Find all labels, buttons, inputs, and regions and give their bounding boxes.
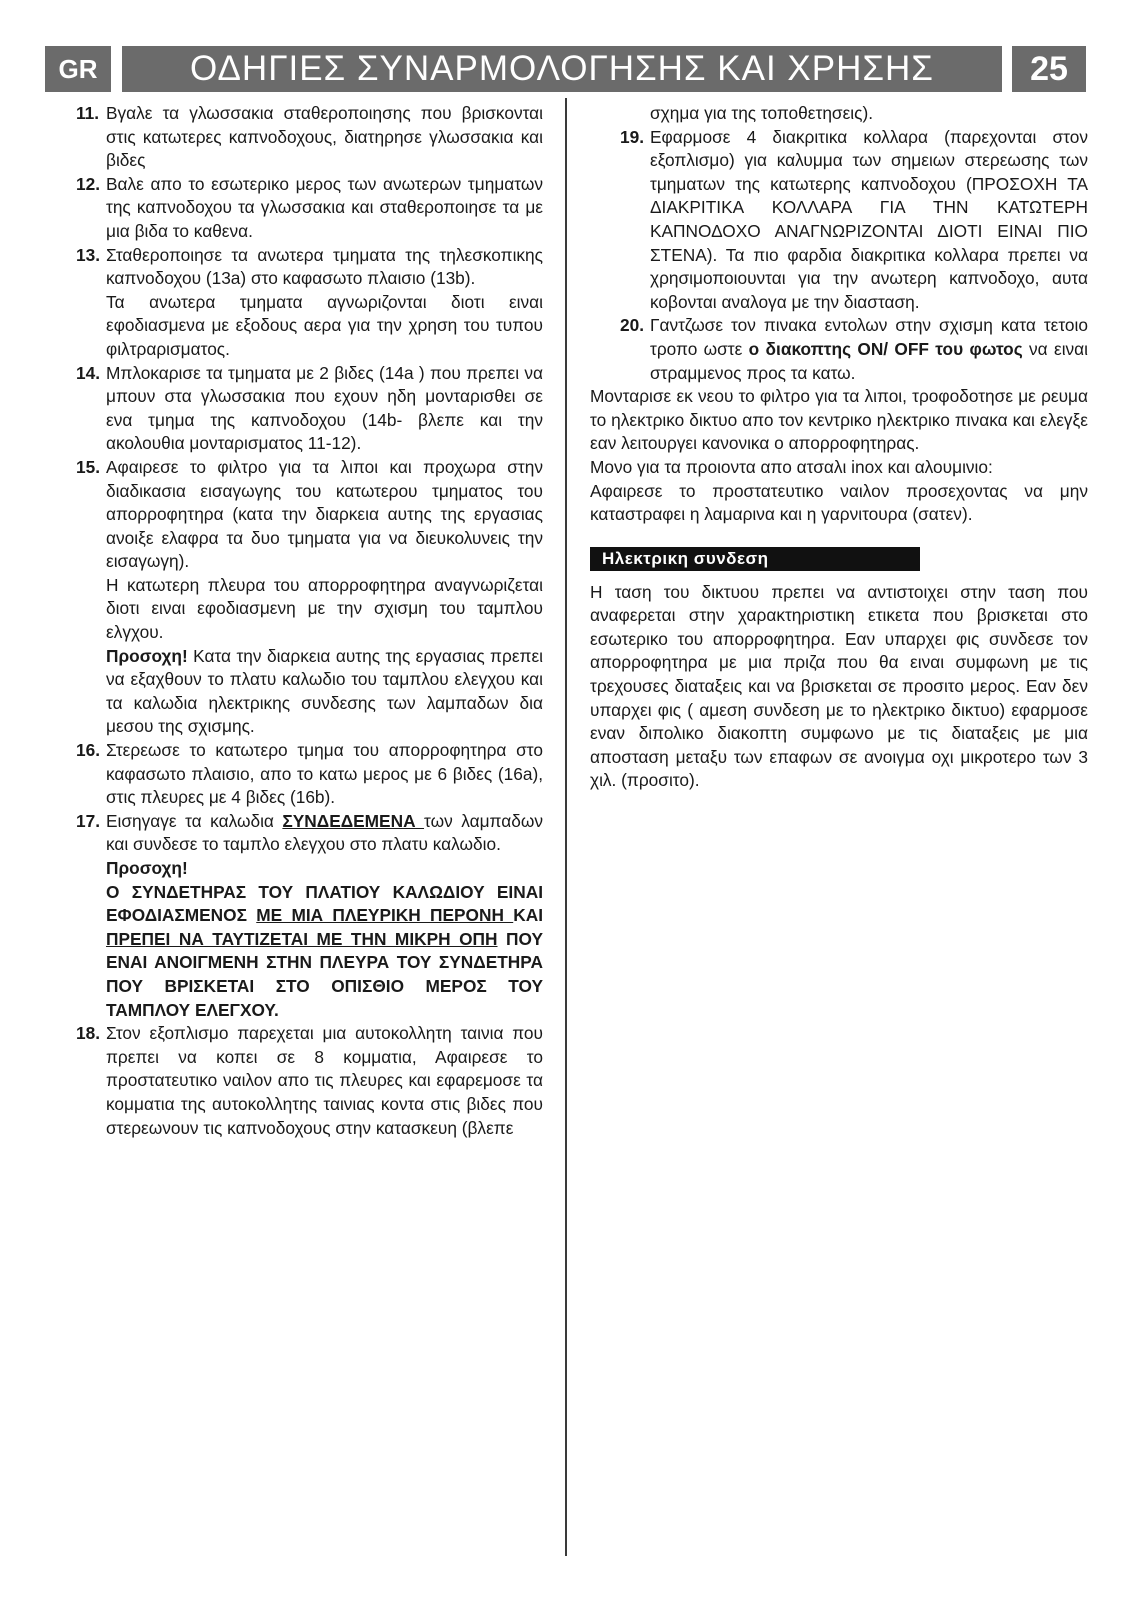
step-text: Βαλε απο το εσωτερικο μερος των ανωτερων τμηματων της καπνοδοχου τα γλωσσακια και σταθεροποιησε τα με μια βιδα το καθενα. xyxy=(106,173,543,241)
text-part: να ειναι στραμμενος προς τα κατω. xyxy=(650,338,1089,383)
paragraph-refit-filter: Μονταρισε εκ νεου το φιλτρο για τα λιποι, τροφοδοτησε με ρευμα το ηλεκτρικο δικτυο απο τον κεντρικο ηλεκτρικο πινακα και ελεγξε εαν λειτουργει κανονικα ο απορροφητηρας. xyxy=(590,386,1088,454)
step-note: Τα ανωτερα τμηματα αγνωριζονται διοτι ειναι εφοδιασμενα με εξοδους αερα για την χρηση του τυπου φιλτραρισματος. xyxy=(106,291,543,359)
paragraph-inox-note: Μονο για τα προιοντα απο ατσαλι inox και αλουμινιο: xyxy=(590,456,993,477)
emphasis-text: ΜΕ ΜΙΑ ΠΛΕΥΡΙΚΗ ΠΕΡΟΝΗ xyxy=(256,905,514,926)
step-text: Στερεωσε το κατωτερο τμημα του απορροφητηρα στο καφασωτο πλαισιο, απο το κατω μερος με 6 βιδες (16a), στις πλευρες με 4 βιδες (16b). xyxy=(106,740,543,808)
step-text xyxy=(650,314,1088,385)
step-18-continued: σχημα για της τοποθετησεις). xyxy=(650,103,874,123)
step-14 xyxy=(76,362,543,456)
warning-note xyxy=(106,645,543,739)
step-12 xyxy=(76,173,543,244)
language-badge: GR xyxy=(45,46,111,92)
paragraph-electrical-connection: Η ταση του δικτυου πρεπει να αντιστοιχει στην ταση που αναφερεται στην χαρακτηριστικη ετικετα που βρισκεται στο εσωτερικο του απορροφητηρα. Εαν υπαρχει φις συνδεσε τον απορροφητηρα με μια πριζα που θα ειναι συμφωνη με τις τρεχουσες διαταξεις και να βρισκεται σε προσιτο μερος. Εαν δεν υπαρχει φις ( αμεση συνδεση με το ηλεκτρικο δικτυο) εφαρμοσε εναν διπολικο διακοπτη συμφωνο με τις διαταξεις με μια αποσταση μεταξυ των επαφων σε ανοιγμα οχι μικροτερο των 3 χιλ. (προσιτο). xyxy=(590,581,1088,791)
warning-label: Προσοχη! xyxy=(106,858,188,878)
step-18 xyxy=(76,1022,543,1140)
page-header xyxy=(45,46,1086,92)
step-number: 20. xyxy=(620,315,645,336)
warning-text: Κατα την διαρκεια αυτης της εργασιας πρεπει να εξαχθουν το πλατυ καλωδιο του ταμπλου ελεγχου και τα καλωδια ηλεκτρικης συνδεσης των λαμπαδων δια μεσου της σχισμης. xyxy=(106,645,543,737)
step-number: 13. xyxy=(76,244,101,265)
emphasis-text: ΣΥΝΔΕΔΕΜΕΝΑ xyxy=(282,810,425,831)
step-text: Εφαρμοσε 4 διακριτικα κολλαρα (παρεχονται στον εξοπλισμο) για καλυμμα των σημειων στερεωσης των τμηματων της κατωτερης καπνοδοχου (ΠΡΟΣΟΧΗ ΤΑ ΔΙΑΚΡΙΤΙΚΑ ΚΟΛΛΑΡΑ ΓΙΑ ΤΗΝ ΚΑΤΩΤΕΡΗ ΚΑΠΝΟΔΟΧΟ ΑΝΑΓΝΩΡΙΖΟΝΤΑΙ ΔΙΟΤΙ ΕΙΝΑΙ ΠΙΟ ΣΤΕΝΑ). Τα πιο φαρδια διακριτικα κολλαρα πρεπει να χρησιμοποιουνται για την ανωτερη καπνοδοχο, αυτα κοβονται αναλογα με την διασταση. xyxy=(650,126,1088,312)
step-number: 11. xyxy=(76,103,100,123)
step-13 xyxy=(76,244,543,362)
step-text: Αφαιρεσε το φιλτρο για τα λιποι και προχωρα στην διαδικασια εισαγωγης του κατωτερου τμηματος του απορροφητηρα (κατα την διαρκεια αυτης της εργασιας ανοιξε ελαφρα τα δυο τμηματα για να διευκολυνεις την εισαγωγη). xyxy=(106,456,543,572)
step-number: 16. xyxy=(76,740,101,761)
right-column xyxy=(590,102,1089,793)
text-part: των λαμπαδων και συνδεσε το ταμπλο ελεγχου στο πλατυ καλωδιο. xyxy=(106,810,543,855)
step-text: Βγαλε τα γλωσσακια σταθεροποιησης που βρισκονται στις κατωτερες καπνοδοχους, διατηρησε γλωσσακια και βιδες xyxy=(106,103,543,171)
step-number: 15. xyxy=(76,456,101,477)
left-column xyxy=(76,102,543,1140)
step-number: 19. xyxy=(620,126,645,147)
paragraph-remove-nylon: Αφαιρεσε το προστατευτικο ναιλον προσεχοντας να μην καταστραφει η λαμαρινα και η γαρνιτουρα (σατεν). xyxy=(590,480,1088,525)
step-19 xyxy=(620,126,1088,315)
step-text xyxy=(106,810,543,857)
text-part: ΠΟΥ ΕΝΑΙ ΑΝΟΙΓΜΕΝΗ ΣΤΗΝ ΠΛΕΥΡΑ ΤΟΥ ΣΥΝΔΕΤΗΡΑ ΠΟΥ ΒΡΙΣΚΕΤΑΙ ΣΤΟ ΟΠΙΣΘΙΟ ΜΕΡΟΣ ΤΟΥ ΤΑΜΠΛΟΥ ΕΛΕΓΧΟΥ. xyxy=(106,928,543,1020)
step-number: 17. xyxy=(76,810,101,831)
step-number: 12. xyxy=(76,173,101,194)
step-text: Μπλοκαρισε τα τμηματα με 2 βιδες (14a ) που πρεπει να μπουν στα γλωσσακια που εχουν ηδη μονταρισθει σε ενα τμημα της καπνοδοχου (14b- βλεπε και την ακολουθια μονταρισματος 11-12). xyxy=(106,362,543,454)
emphasis-text: ΠΡΕΠΕΙ ΝΑ ΤΑΥΤΙΖΕΤΑΙ ΜΕ ΤΗΝ ΜΙΚΡΗ ΟΠΗ xyxy=(106,928,498,949)
text-part: Ο ΣΥΝΔΕΤΗΡΑΣ ΤΟΥ ΠΛΑΤΙΟΥ ΚΑΛΩΔΙΟΥ ΕΙΝΑΙ ΕΦΟΔΙΑΣΜΕΝΟΣ xyxy=(106,881,543,926)
text-part: Γαντζωσε τον πινακα εντολων στην σχισμη κατα τετοιο τροπο ωστε xyxy=(650,315,1088,359)
emphasis-text: ο διακοπτης ON/ OFF του φωτος xyxy=(748,338,1023,359)
step-11 xyxy=(76,102,543,173)
page-title: ΟΔΗΓΙΕΣ ΣΥΝΑΡΜΟΛΟΓΗΣΗΣ ΚΑΙ ΧΡΗΣΗΣ xyxy=(122,46,1002,92)
page-number: 25 xyxy=(1012,46,1086,92)
section-heading-electrical: Ηλεκτρικη συνδεση xyxy=(590,547,920,571)
warning-text xyxy=(106,881,543,1023)
step-20 xyxy=(620,314,1088,385)
step-17 xyxy=(76,810,543,1022)
step-note: Η κατωτερη πλευρα του απορροφητηρα αναγνωριζεται διοτι ειναι εφοδιασμενη με την σχισμη του ταμπλου ελγχου. xyxy=(106,574,543,643)
step-text: Σταθεροποιησε τα ανωτερα τμηματα της τηλεσκοπικης καπνοδοχου (13a) στο καφασωτο πλαισιο (13b). xyxy=(106,244,543,289)
warning-label: Προσοχη! xyxy=(106,645,188,666)
step-16 xyxy=(76,739,543,810)
text-part: ΚΑΙ xyxy=(513,905,543,926)
step-number: 14. xyxy=(76,362,101,383)
column-divider xyxy=(565,98,567,1556)
step-text: Στον εξοπλισμο παρεχεται μια αυτοκολλητη ταινια που πρεπει να κοπει σε 8 κομματια, Αφαιρεσε το προστατευτικο ναιλον απο τις πλευρες και εφαρεμοσε τα κομματια της αυτοκολλητης ταινιας κοντα στις βιδες που στερεωνουν τις καπνοδοχους στην κατασκευη (βλεπε xyxy=(106,1023,543,1138)
step-number: 18. xyxy=(76,1023,101,1044)
text-part: Εισηγαγε τα καλωδια xyxy=(106,810,283,831)
step-15 xyxy=(76,456,543,739)
